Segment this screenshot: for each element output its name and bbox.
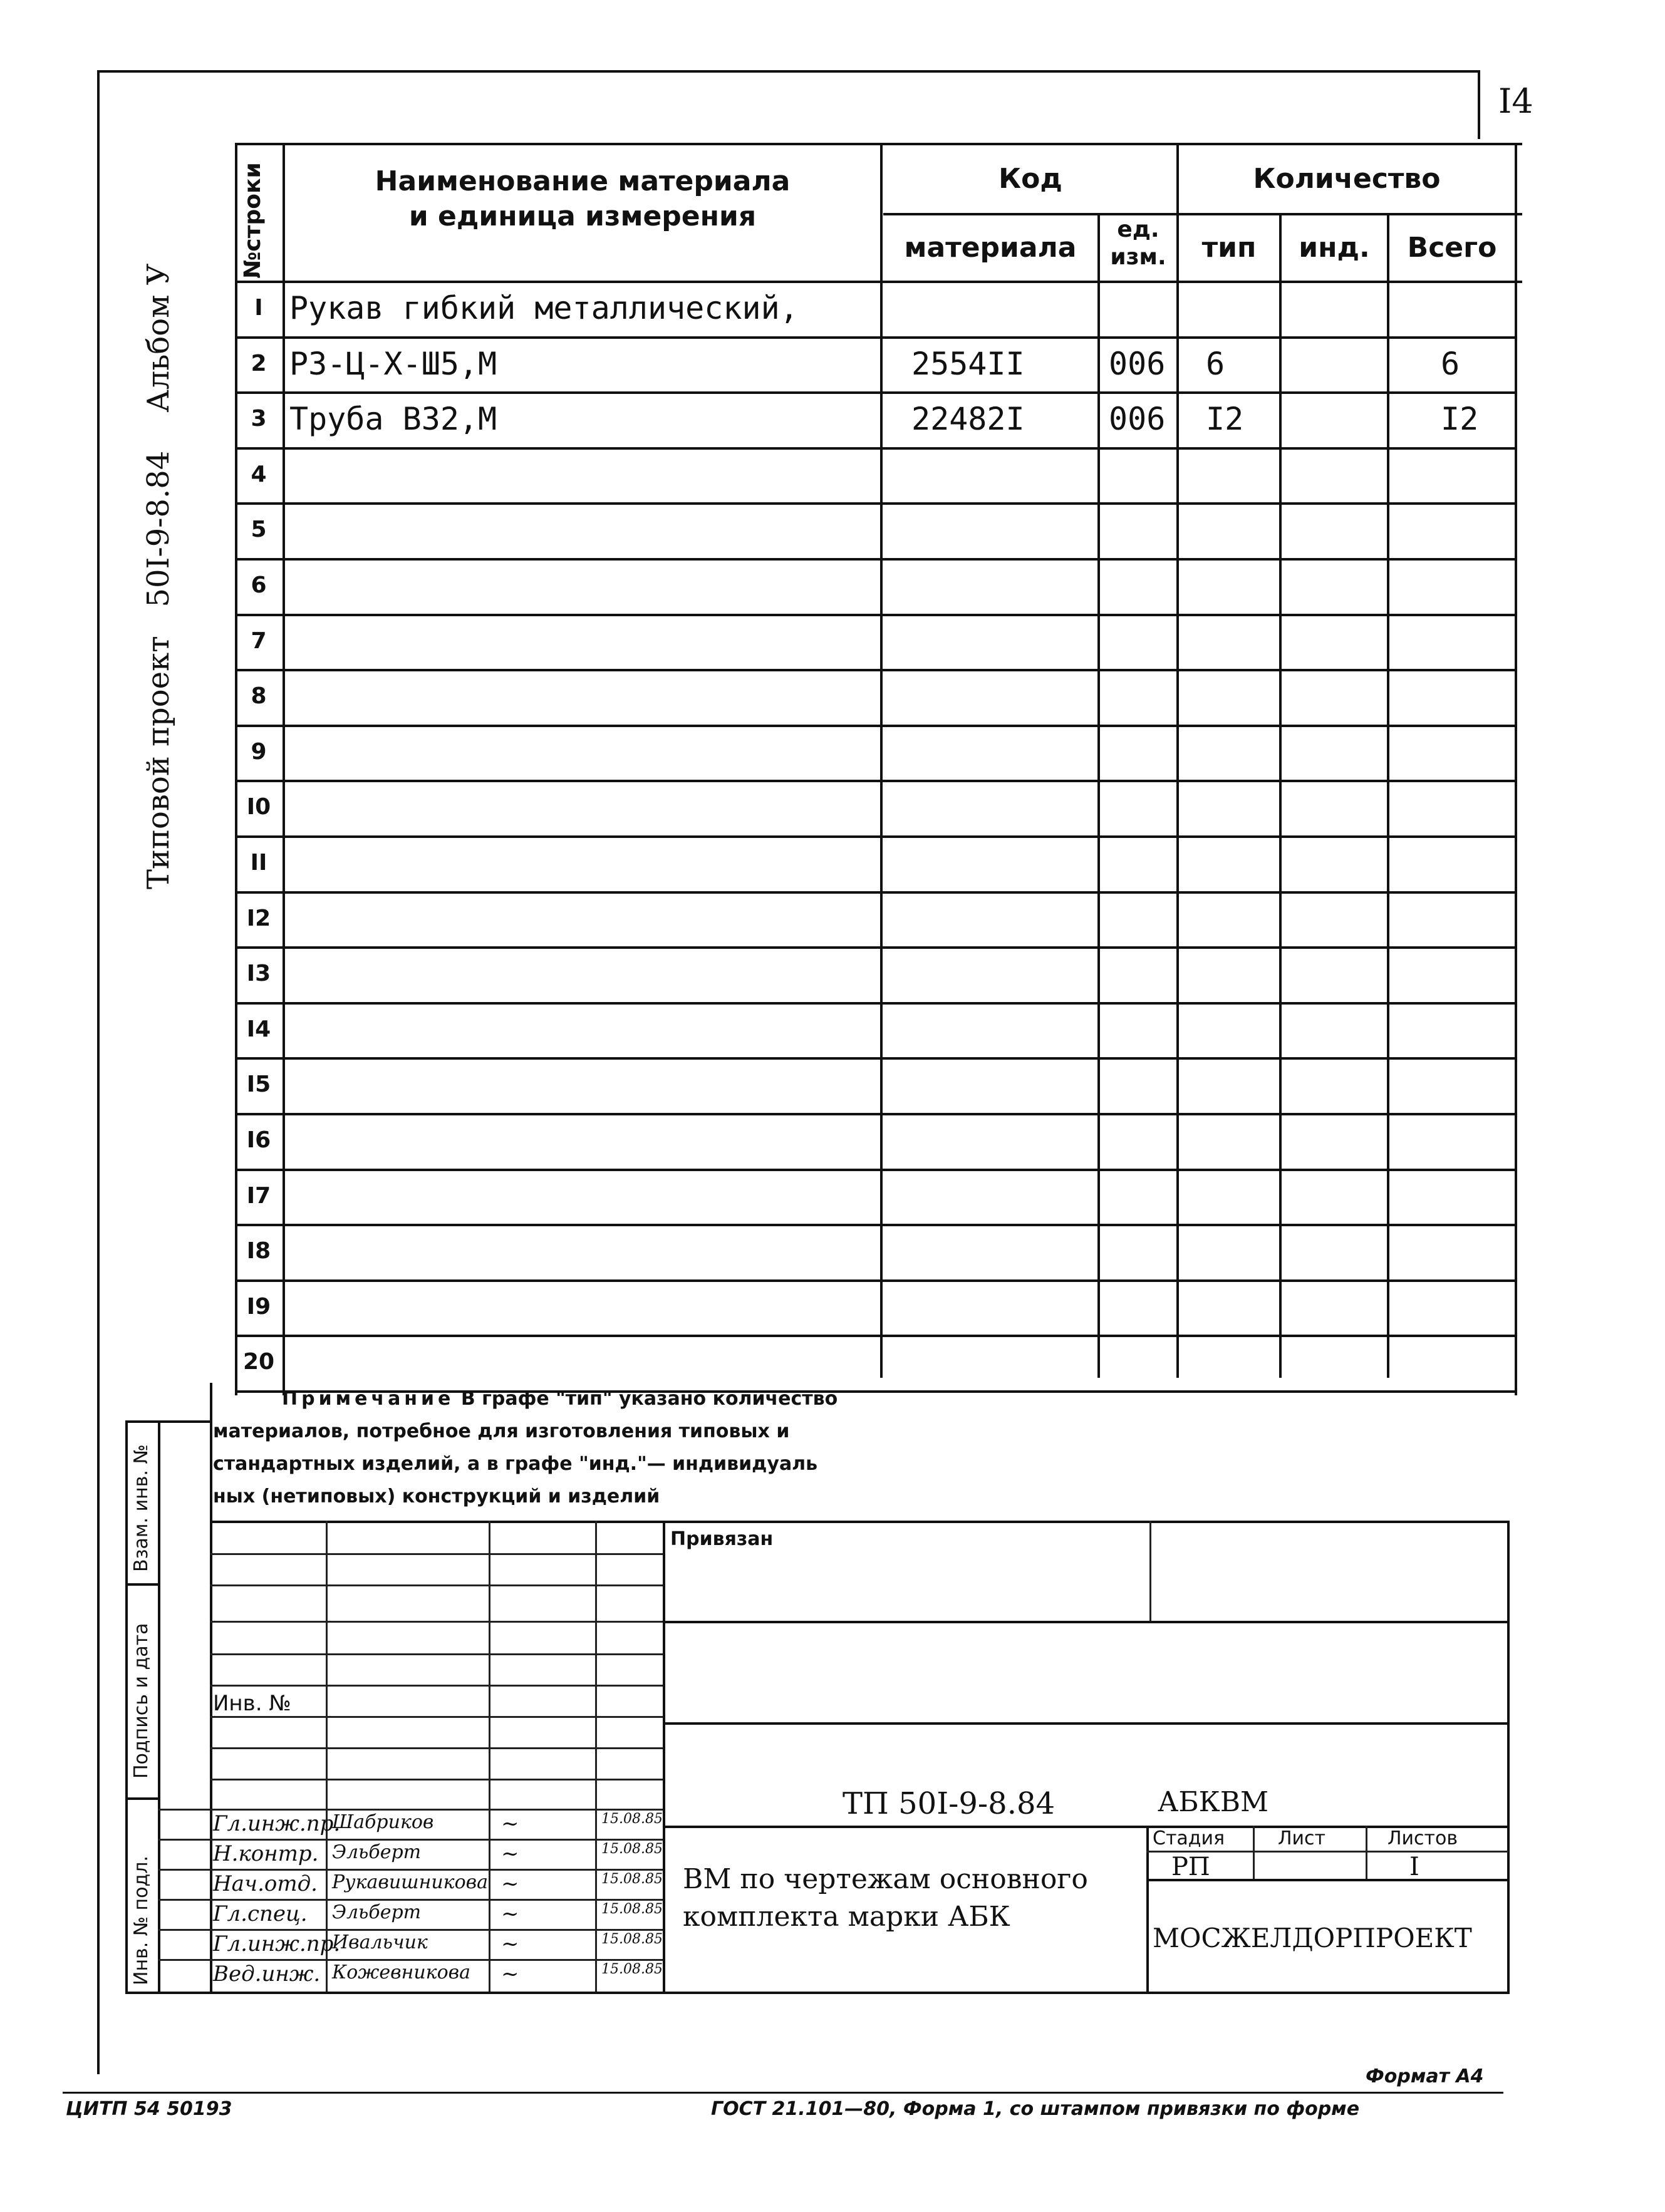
side-title	[141, 264, 176, 889]
table-row-line	[235, 1224, 1516, 1226]
table-cell-name: РЗ-Ц-Х-Ш5,М	[289, 345, 497, 382]
header-name-line2: и единица измерения	[408, 200, 757, 232]
row-number: 4	[251, 461, 267, 487]
sheets-label: Листов	[1388, 1827, 1458, 1849]
signer-date: 15.08.85	[601, 1901, 663, 1917]
strip-top	[125, 1420, 210, 1423]
note-text1: В графе "тип" указано количество	[460, 1388, 838, 1410]
side-title-project: Типовой проект	[141, 636, 176, 889]
doc-mark: АБКВМ	[1158, 1786, 1269, 1818]
signature-mark: ~	[501, 1841, 519, 1866]
row-number: I3	[246, 961, 271, 987]
table-cell-total: 6	[1441, 345, 1460, 382]
strip-left	[125, 1420, 128, 1992]
sheets-value: I	[1409, 1853, 1419, 1881]
table-cell-name: Труба В32,М	[289, 401, 497, 438]
sign-col1	[326, 1521, 328, 1992]
sign-grid-line	[210, 1685, 663, 1687]
table-cell-type: 6	[1206, 345, 1225, 382]
sign-col4	[663, 1521, 665, 1992]
table-row-line	[235, 946, 1516, 949]
strip-inv-podl: Инв. № подл.	[130, 1856, 152, 1985]
row-number: I4	[246, 1016, 271, 1042]
row-number: 20	[242, 1349, 275, 1375]
table-cell-name: Рукав гибкий металлический,	[289, 290, 799, 326]
sign-col2	[489, 1521, 490, 1992]
note-text3: стандартных изделий, а в графе "инд."— индивидуаль	[213, 1453, 818, 1475]
signer-role: Вед.инж.	[213, 1961, 321, 1987]
signer-row-line	[158, 1929, 663, 1931]
outer-frame-right	[1478, 70, 1480, 139]
sign-grid-line	[210, 1553, 663, 1555]
row-number: I	[254, 295, 263, 321]
sign-col3	[595, 1521, 597, 1992]
signer-name: Эльберт	[332, 1901, 422, 1923]
signer-row-line	[158, 1899, 663, 1901]
row-number: I7	[246, 1182, 271, 1209]
side-title-number: 50I-9-8.84	[141, 450, 176, 607]
table-cell-code: 22482I	[911, 401, 1025, 438]
header-qty-ind: инд.	[1299, 232, 1370, 264]
table-row-line	[235, 1113, 1516, 1115]
col-name-divider	[880, 143, 883, 1378]
header-name-line1: Наименование материала	[375, 165, 791, 197]
header-qty-type: тип	[1201, 232, 1257, 264]
signer-row-line	[158, 1839, 663, 1841]
table-right-border	[1515, 143, 1517, 1395]
signature-mark: ~	[501, 1931, 519, 1956]
note-text2: материалов, потребное для изготовления типовых и	[213, 1420, 790, 1442]
signer-role: Гл.спец.	[213, 1901, 308, 1926]
table-cell-unit: 006	[1109, 345, 1166, 382]
row-number: I0	[246, 794, 271, 820]
footer-gost: ГОСТ 21.101—80, Форма 1, со штампом привязки по форме	[711, 2098, 1360, 2120]
outer-frame-top	[97, 70, 1480, 73]
col-type-divider	[1279, 213, 1282, 1378]
signer-row-line	[158, 1809, 663, 1811]
table-row-line	[235, 1057, 1516, 1060]
doc-code: ТП 50I-9-8.84	[843, 1786, 1056, 1821]
table-row-line	[235, 725, 1516, 727]
signer-date: 15.08.85	[601, 1871, 663, 1887]
row-number: I8	[246, 1238, 271, 1264]
table-cell-type: I2	[1206, 401, 1244, 438]
stage-value: РП	[1171, 1853, 1210, 1881]
row-number: 3	[251, 406, 267, 432]
privyazan-divider	[1149, 1521, 1151, 1621]
header-name	[285, 164, 880, 234]
privyazan-label: Привязан	[670, 1528, 774, 1550]
table-cell-code: 2554II	[911, 345, 1025, 382]
row-number: I2	[246, 905, 271, 931]
side-title-album: Альбом У	[141, 263, 176, 413]
table-row-line	[235, 669, 1516, 671]
strip-podpis: Подпись и дата	[130, 1623, 152, 1779]
signer-name: Кожевникова	[332, 1961, 471, 1983]
sign-grid-line	[210, 1716, 663, 1718]
strip-vzam: Взам. инв. №	[130, 1444, 152, 1572]
table-row-line	[235, 835, 1516, 838]
row-number: 6	[251, 572, 267, 598]
footer-format: Формат А4	[1366, 2065, 1484, 2087]
row-number: 8	[251, 683, 267, 710]
table-row-line	[235, 780, 1516, 782]
table-row-line	[235, 558, 1516, 561]
row-number: 9	[251, 738, 267, 765]
signer-name: Рукавишникова	[332, 1871, 488, 1893]
stage-label: Стадия	[1153, 1827, 1225, 1849]
stamp-title-line2: комплекта марки АБК	[683, 1901, 1010, 1933]
sign-grid-line	[210, 1779, 663, 1780]
table-cell-unit: 006	[1109, 401, 1166, 438]
organization: МОСЖЕЛДОРПРОЕКТ	[1153, 1923, 1472, 1953]
signer-row-line	[158, 1869, 663, 1871]
sign-grid-line	[210, 1747, 663, 1749]
header-row-no: №строки	[240, 162, 266, 279]
strip-sep2	[125, 1797, 158, 1800]
strip-right	[158, 1420, 160, 1992]
signer-role: Гл.инж.пр.	[213, 1811, 341, 1836]
row-number: 2	[251, 350, 267, 376]
table-top-border	[235, 143, 1522, 145]
table-row-line	[235, 1279, 1516, 1282]
note-text4: ных (нетиповых) конструкций и изделий	[213, 1486, 660, 1507]
header-sub-line	[883, 213, 1522, 215]
table-row-line	[235, 1169, 1516, 1171]
title-top	[663, 1826, 1508, 1828]
row-number: 7	[251, 628, 267, 654]
privyazan-bottom	[663, 1621, 1508, 1623]
row-number: I6	[246, 1127, 271, 1153]
table-row-line	[235, 1002, 1516, 1005]
doc-code-top	[663, 1722, 1508, 1725]
signer-date: 15.08.85	[601, 1811, 663, 1827]
signature-mark: ~	[501, 1811, 519, 1836]
header-qty: Количество	[1253, 163, 1441, 195]
sign-grid-line	[210, 1653, 663, 1655]
header-code: Код	[998, 163, 1062, 195]
table-row-line	[235, 891, 1516, 894]
sign-grid-line	[210, 1584, 663, 1586]
signer-date: 15.08.85	[601, 1841, 663, 1857]
header-code-material: материала	[904, 232, 1077, 264]
signer-role: Гл.инж.пр.	[213, 1931, 341, 1956]
signer-date: 15.08.85	[601, 1931, 663, 1947]
signer-row-line	[158, 1959, 663, 1961]
col-unit-divider	[1176, 143, 1179, 1378]
footer-left: ЦИТП 54 50193	[66, 2098, 232, 2120]
inv-no-label: Инв. №	[213, 1691, 291, 1716]
signer-name: Эльберт	[332, 1841, 422, 1863]
row-number: II	[250, 850, 267, 876]
stamp-right	[1507, 1521, 1510, 1992]
header-code-unit: ед. изм.	[1110, 217, 1166, 270]
signer-name: Ивальчик	[332, 1931, 428, 1953]
row-number: I9	[246, 1293, 271, 1320]
col-code-divider	[1097, 213, 1100, 1378]
note-block	[213, 1383, 1510, 1513]
note-bottom-line	[210, 1521, 1510, 1523]
table-row-line	[235, 1335, 1516, 1337]
signer-role: Нач.отд.	[213, 1871, 318, 1896]
table-row-line	[235, 502, 1516, 505]
signature-mark: ~	[501, 1901, 519, 1926]
page-number: I4	[1498, 81, 1533, 121]
note-line1	[213, 1383, 1510, 1415]
strip-sep1	[125, 1583, 158, 1586]
outer-frame-left	[97, 70, 100, 2074]
header-qty-total: Всего	[1407, 232, 1497, 264]
signer-role: Н.контр.	[213, 1841, 319, 1866]
col-num-divider	[283, 143, 285, 1395]
row-number: I5	[246, 1072, 271, 1098]
note-label: Примечание	[282, 1388, 455, 1410]
signer-name: Шабриков	[332, 1811, 434, 1833]
signer-date: 15.08.85	[601, 1961, 663, 1977]
sign-grid-line	[210, 1621, 663, 1623]
signature-mark: ~	[501, 1871, 519, 1896]
sheet-label: Лист	[1278, 1827, 1326, 1849]
signature-mark: ~	[501, 1961, 519, 1987]
table-row-line	[235, 447, 1516, 450]
table-cell-total: I2	[1441, 401, 1479, 438]
col-ind-divider	[1387, 213, 1389, 1378]
footer-line	[63, 2092, 1503, 2094]
table-row-line	[235, 614, 1516, 616]
stamp-title-line1: ВМ по чертежам основного	[683, 1863, 1088, 1895]
row-number: 5	[251, 517, 267, 543]
stamp-bottom	[125, 1992, 1510, 1994]
